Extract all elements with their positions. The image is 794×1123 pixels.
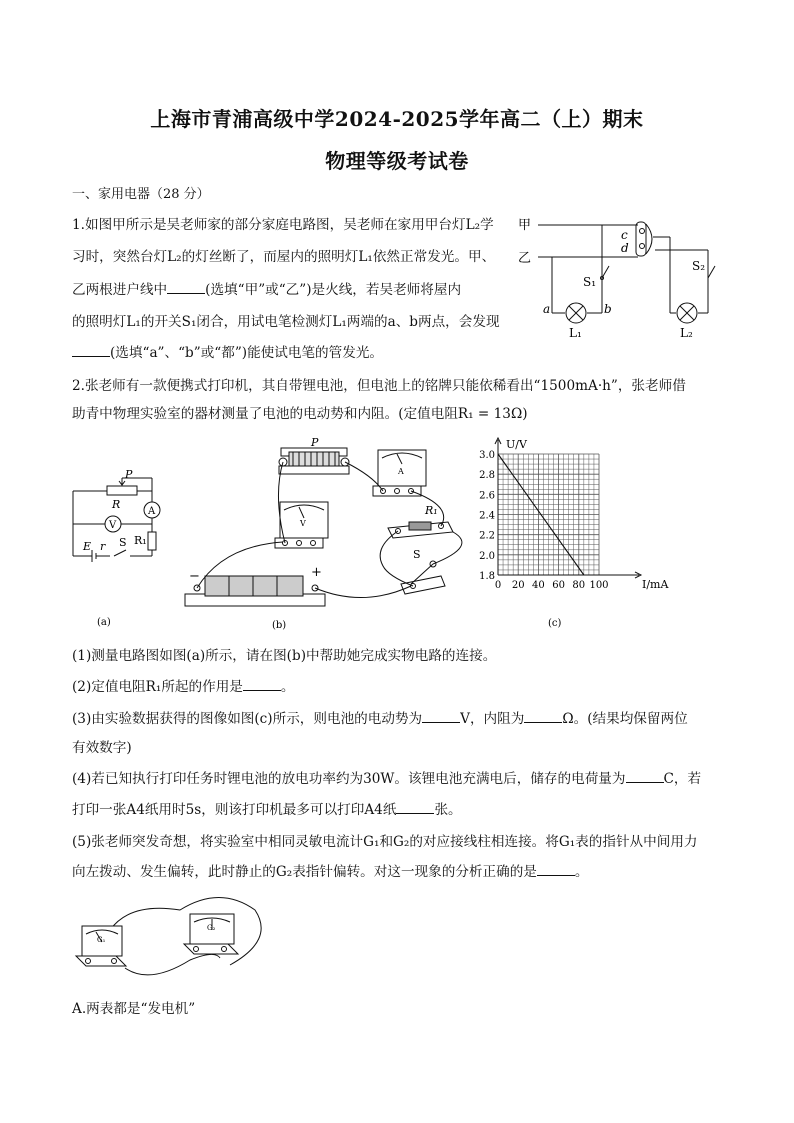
caption-b: (b) (272, 620, 287, 630)
apparatus-figure-b (183, 436, 473, 630)
paper-title-line1: 上海市青浦高级中学2024-2025学年高二（上）期末 (150, 107, 644, 131)
b-label-a: A (398, 467, 404, 476)
subq4-c: 打印一张A4纸用时5s，则该打印机最多可以打印A4纸 (72, 802, 397, 818)
circuit-diagram-a (70, 470, 170, 630)
label-l2: L₂ (680, 326, 693, 340)
subq2-b: 。 (280, 679, 295, 695)
label-l1: L₁ (569, 326, 582, 340)
y-tick-label: 2.2 (479, 530, 495, 542)
x-tick-label: 20 (511, 580, 525, 591)
label-s1: S₁ (583, 275, 597, 289)
answer-blank (537, 863, 575, 876)
q1-line5 (72, 343, 383, 363)
subq4 (72, 769, 701, 789)
subq5-cont (72, 862, 589, 882)
voltmeter-label: V (109, 520, 117, 531)
subq4-a: (4)若已知执行打印任务时锂电池的放电功率约为30W。该锂电池充满电后，储存的电荷量为 (72, 771, 626, 787)
q1-line1: 1.如图甲所示是吴老师家的部分家庭电路图，吴老师在家用甲台灯L₂学 (72, 217, 494, 233)
subq3-b: V，内阻为 (460, 711, 525, 727)
galvanometer-figure (70, 890, 270, 990)
subq3 (72, 709, 688, 729)
x-tick-label: 0 (494, 580, 502, 591)
b-label-minus: − (189, 569, 200, 584)
section-heading: 一、家用电器（28 分） (72, 187, 210, 202)
subq2-a: (2)定值电阻R₁所起的作用是 (72, 679, 243, 695)
paper-title-line2: 物理等级考试卷 (325, 149, 469, 173)
subq4-d: 张。 (434, 802, 462, 818)
answer-blank (396, 801, 434, 814)
subq4-cont (72, 800, 462, 820)
label-r1: R₁ (134, 534, 147, 547)
answer-blank (243, 678, 281, 691)
y-tick-label: 2.8 (479, 470, 495, 482)
answer-blank (524, 710, 562, 723)
q1-line3-a: 乙两根进户线中 (72, 282, 168, 298)
ammeter-label: A (148, 506, 156, 517)
subq5-c: 。 (574, 864, 589, 880)
x-tick-label: 100 (589, 580, 609, 591)
x-axis-label: I/mA (642, 578, 669, 591)
subq4-b: C，若 (663, 771, 702, 787)
x-tick-label: 40 (532, 580, 545, 591)
label-d: d (621, 241, 629, 255)
label-internal-r: r (100, 540, 106, 553)
x-tick-label: 80 (572, 580, 586, 591)
q1-line5-b: (选填“a”、“b”或“都”)能使试电笔的管发光。 (110, 345, 384, 361)
y-tick-label: 3.0 (479, 450, 495, 461)
household-circuit-figure (510, 210, 730, 342)
subq3-cont: 有效数字) (72, 740, 132, 756)
answer-blank (167, 281, 205, 294)
label-e: E (83, 540, 92, 553)
subq5-b: 向左拨动、发生偏转，此时静止的G₂表指针偏转。对这一现象的分析正确的是 (72, 864, 537, 880)
label-b: b (604, 302, 612, 316)
q2-line1: 2.张老师有一款便携式打印机，其自带锂电池，但电池上的铭牌只能依稀看出“1500mA·h”，张老师借 (72, 378, 686, 394)
y-tick-label: 1.8 (479, 571, 495, 582)
y-axis-label: U/V (506, 438, 527, 451)
answer-blank (626, 770, 664, 783)
caption-c: (c) (548, 618, 562, 629)
x-tick-label: 60 (552, 580, 565, 591)
option-a: A.两表都是“发电机” (72, 1001, 196, 1017)
label-r: R (112, 498, 121, 511)
label-p: P (125, 470, 133, 481)
label-c: c (621, 228, 628, 242)
g1-label: G₁ (97, 936, 106, 944)
q1-line3-b: (选填“甲”或“乙”)是火线，若吴老师将屋内 (205, 282, 462, 298)
label-a: a (543, 302, 551, 316)
b-label-v: V (300, 519, 306, 528)
y-tick-label: 2.0 (479, 550, 495, 562)
caption-a: (a) (97, 617, 111, 628)
subq5: (5)张老师突发奇想，将实验室中相同灵敏电流计G₁和G₂的对应接线柱相连接。将G₁表的指针从中间用力 (72, 834, 698, 850)
label-s: S (119, 536, 127, 549)
b-label-p: P (311, 436, 319, 449)
g2-label: G₂ (207, 924, 216, 932)
b-label-s: S (413, 548, 421, 561)
subq3-c: Ω。(结果均保留两位 (562, 711, 688, 727)
answer-blank (72, 344, 110, 357)
ui-graph-c (470, 432, 680, 632)
q1-line4: 的照明灯L₁的开关S₁闭合，用试电笔检测灯L₁两端的a、b两点，会发现 (72, 314, 500, 330)
y-tick-label: 2.6 (479, 490, 495, 502)
label-yi: 乙 (518, 251, 532, 266)
b-label-r1: R₁ (425, 504, 438, 517)
subq1: (1)测量电路图如图(a)所示，请在图(b)中帮助她完成实物电路的连接。 (72, 648, 497, 664)
label-jia: 甲 (518, 218, 532, 233)
q2-line2: 助青中物理实验室的器材测量了电池的电动势和内阻。(定值电阻R₁ = 13Ω) (72, 406, 528, 422)
y-tick-label: 2.4 (479, 510, 495, 522)
answer-blank (422, 710, 460, 723)
q1-line3 (72, 280, 461, 300)
b-label-plus: + (311, 565, 322, 580)
q1-line2: 习时，突然台灯L₂的灯丝断了，而屋内的照明灯L₁依然正常发光。甲、 (72, 249, 496, 265)
subq2 (72, 677, 294, 697)
subq3-a: (3)由实验数据获得的图像如图(c)所示，则电池的电动势为 (72, 711, 423, 727)
label-s2: S₂ (692, 259, 706, 273)
